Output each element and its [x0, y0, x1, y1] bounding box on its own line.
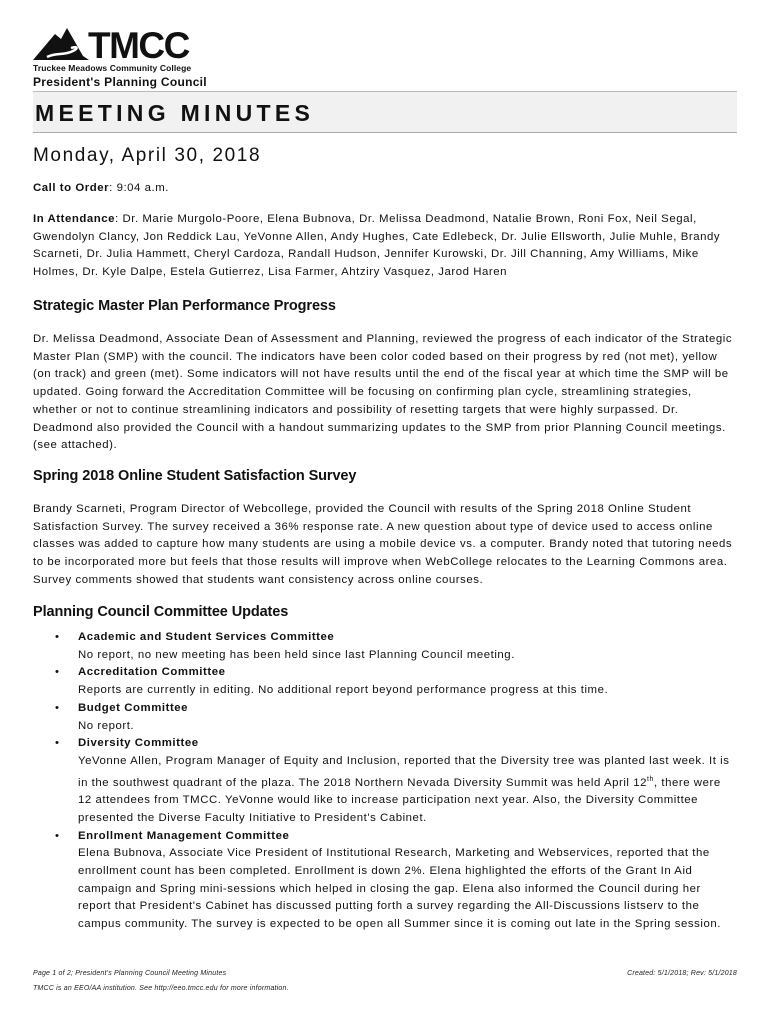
- bullet-icon: •: [55, 829, 60, 842]
- committee-name: Diversity Committee: [78, 737, 199, 750]
- committee-report: Elena Bubnova, Associate Vice President of Institutional Research, Marketing and Webservices, reported that the enrollment count has been completed. Enrollment is down 2%. Elena highlighted the efforts of the Grant In Aid campaign and Spring mini-sessions which helped in closing the gap. Elena also informed the Council during her report that President's Cabinet has discussed putting forth a survey regarding the All-Discussions listserv to the campus community. The survey is expected to be open all Summer since it is coming out late in the Spring session.: [78, 847, 721, 931]
- section-heading: Planning Council Committee Updates: [33, 604, 289, 620]
- attendance-label: In Attendance: [33, 213, 116, 225]
- section-body: Dr. Melissa Deadmond, Associate Dean of Assessment and Planning, reviewed the progress of each indicator of the Strategic Master Plan (SMP) with the council. The indicators have been color coded based on their progress by red (not met), yellow (on track) and green (met). Some indicators will not have results until the end of the fiscal year at which time the SMP will be updated. Going forward the Accreditation Committee will be focusing on confirming plan cycle, streamlining strategies, whether or not to continue streamlining indicators and possibility of resetting targets that were highly surpassed. Dr. Deadmond also provided the Council with a handout summarizing updates to the SMP from prior Planning Council meetings. (see attached).: [33, 333, 733, 452]
- footer-eeo: TMCC is an EEO/AA institution. See http://eeo.tmcc.edu for more information.: [33, 985, 289, 992]
- title-band: [33, 91, 737, 133]
- committee-report: No report, no new meeting has been held since last Planning Council meeting.: [78, 648, 515, 661]
- footer-created: Created: 5/1/2018; Rev: 5/1/2018: [627, 970, 737, 977]
- committee-name: Academic and Student Services Committee: [78, 631, 335, 643]
- committee-report: No report.: [78, 719, 135, 732]
- footer-page: Page 1 of 2; President's Planning Council Meeting Minutes: [33, 970, 227, 977]
- committee-list: [33, 629, 737, 934]
- call-to-order-label: Call to Order: [33, 182, 110, 194]
- mountain-icon: [33, 26, 213, 66]
- list-item: [33, 735, 737, 827]
- committee-report: [78, 753, 737, 828]
- section-heading: Strategic Master Plan Performance Progress: [33, 298, 336, 314]
- meeting-date: Monday, April 30, 2018: [33, 145, 262, 166]
- report-text: , there were 12 attendees from TMCC. YeVonne would like to increase participation next year. Also, the Diversity Committee presented the Diverse Faculty Initiative to President's Cabinet.: [78, 776, 721, 824]
- report-text: YeVonne Allen, Program Manager of Equity and Inclusion, reported that the Diversity tree was planted last week. It is in the southwest quadrant of the plaza. The 2018 Northern Nevada Diversity Summit was held April 12: [78, 754, 730, 789]
- committee-name: Budget Committee: [78, 701, 189, 714]
- section-body: Brandy Scarneti, Program Director of Webcollege, provided the Council with results of the Spring 2018 Online Student Satisfaction Survey. The survey received a 36% response rate. A new question about type of device used to access online classes was added to capture how many students are using a mobile device vs. a computer. Brandy noted that tutoring needs to be incorporated more but feels that those results will improve when WebCollege relocates to the Learning Commons area. Survey comments showed that students want consistency across online courses.: [33, 503, 733, 586]
- list-item: [33, 828, 737, 934]
- bullet-icon: •: [55, 666, 60, 679]
- committee-name: Enrollment Management Committee: [78, 829, 290, 842]
- bullet-icon: •: [55, 701, 60, 714]
- section-heading: Spring 2018 Online Student Satisfaction Survey: [33, 468, 357, 484]
- footer-page-info: [33, 970, 737, 977]
- logo-text: TMCC: [88, 26, 189, 66]
- attendance-list: : Dr. Marie Murgolo-Poore, Elena Bubnova, Dr. Melissa Deadmond, Natalie Brown, Roni Fox, Neil Segal, Gwendolyn Clancy, Jon Reddick Lau, YeVonne Allen, Andy Hughes, Cate Edlebeck, Dr. Julie Ellsworth, Julie Muhle, Brandy Scarneti, Dr. Julia Hammett, Cheryl Cardoza, Randall Hudson, Jennifer Kurowski, Dr. Jill Channing, Amy Williams, Mike Holmes, Dr. Kyle Dalpe, Estela Gutierrez, Lisa Farmer, Ahtziry Vasquez, Jarod Haren: [33, 213, 721, 279]
- committee-report: Reports are currently in editing. No additional report beyond performance progress at this time.: [78, 684, 609, 697]
- college-name: Truckee Meadows Community College: [33, 63, 192, 73]
- bullet-icon: •: [55, 737, 60, 750]
- list-item: [33, 664, 737, 699]
- call-to-order-value: : 9:04 a.m.: [109, 182, 170, 194]
- list-item: [33, 629, 737, 664]
- committee-name: Accreditation Committee: [78, 666, 226, 679]
- bullet-icon: •: [55, 631, 60, 643]
- attendance: [33, 211, 737, 282]
- page-title: MEETING MINUTES: [35, 100, 315, 126]
- ordinal-suffix: th: [647, 775, 654, 783]
- council-name: President's Planning Council: [33, 75, 207, 89]
- call-to-order: [33, 180, 737, 198]
- list-item: [33, 700, 737, 735]
